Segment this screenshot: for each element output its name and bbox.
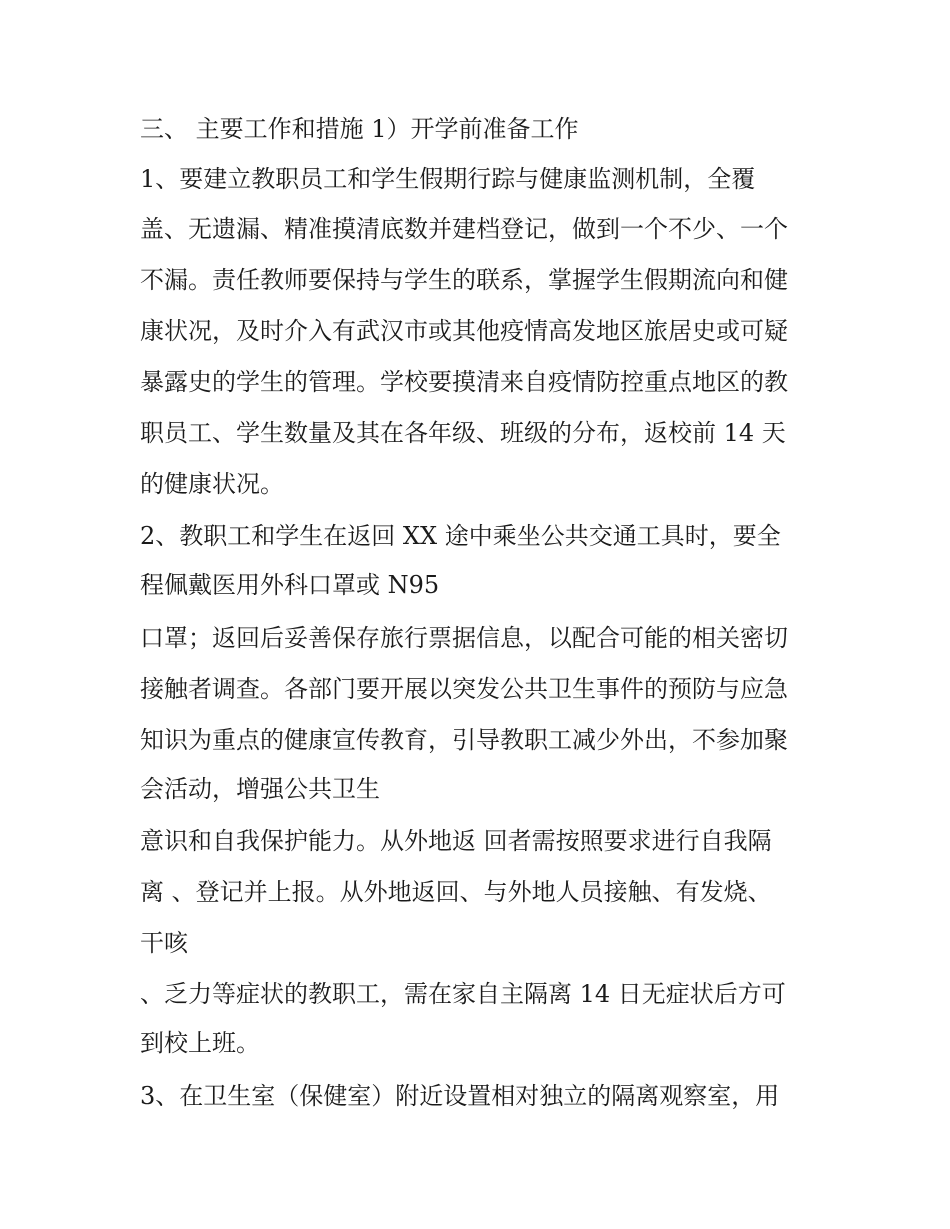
text-line-19: 到校上班。 <box>140 1029 260 1057</box>
text-line-11: 口罩；返回后妥善保存旅行票据信息，以配合可能的相关密切 <box>140 624 788 652</box>
text-line-10: 程佩戴医用外科口罩或 N95 <box>140 571 440 599</box>
text-line-13: 知识为重点的健康宣传教育，引导教职工减少外出，不参加聚 <box>140 726 788 754</box>
text-line-20: 3、在卫生室（保健室）附近设置相对独立的隔离观察室，用 <box>140 1082 780 1110</box>
text-line-18: 、乏力等症状的教职工，需在家自主隔离 14 日无症状后方可 <box>140 980 786 1008</box>
text-line-5: 康状况，及时介入有武汉市或其他疫情高发地区旅居史或可疑 <box>140 317 788 345</box>
text-line-8: 的健康状况。 <box>140 470 284 498</box>
text-line-4: 不漏。责任教师要保持与学生的联系，掌握学生假期流向和健 <box>140 266 788 294</box>
text-line-2: 1、要建立教职员工和学生假期行踪与健康监测机制，全覆 <box>140 165 756 193</box>
text-line-16: 离 、登记并上报。从外地返回、与外地人员接触、有发烧、 <box>140 878 772 906</box>
text-line-12: 接触者调查。各部门要开展以突发公共卫生事件的预防与应急 <box>140 675 788 703</box>
text-line-6: 暴露史的学生的管理。学校要摸清来自疫情防控重点地区的教 <box>140 368 788 396</box>
text-line-15: 意识和自我保护能力。从外地返 回者需按照要求进行自我隔 <box>140 827 772 855</box>
text-line-1: 三、 主要工作和措施 1）开学前准备工作 <box>140 115 579 143</box>
text-line-7: 职员工、学生数量及其在各年级、班级的分布，返校前 14 天 <box>140 419 786 447</box>
text-line-3: 盖、无遗漏、精准摸清底数并建档登记，做到一个不少、一个 <box>140 215 788 243</box>
text-line-17: 干咳 <box>140 929 188 957</box>
text-line-14: 会活动，增强公共卫生 <box>140 775 380 803</box>
text-line-9: 2、教职工和学生在返回 XX 途中乘坐公共交通工具时，要全 <box>140 522 781 550</box>
